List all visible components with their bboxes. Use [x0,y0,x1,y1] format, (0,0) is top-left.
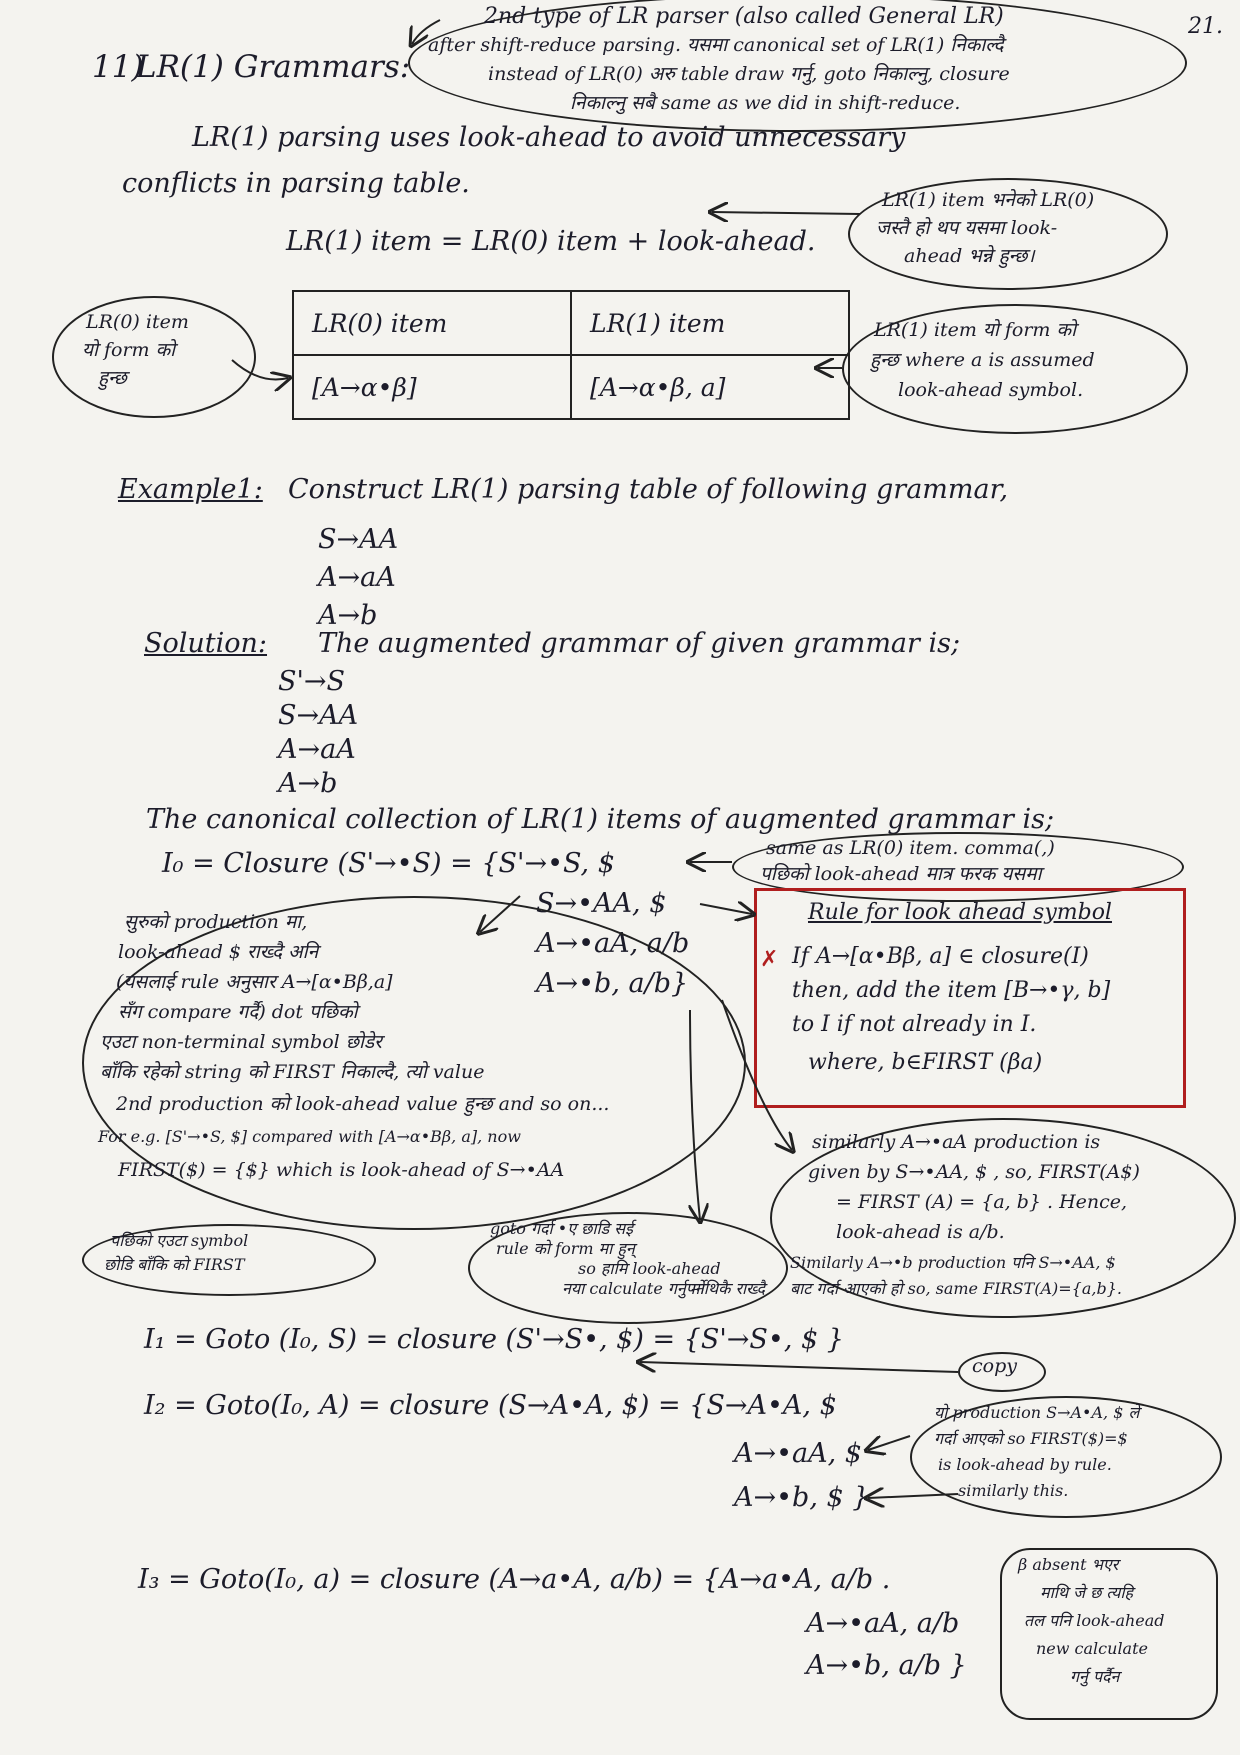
intro-line: conflicts in parsing table. [122,168,470,199]
explanation-line: सँग compare गर्दै) dot पछिको [118,1001,358,1023]
rule-line: then, add the item [B→•γ, b] [792,978,1111,1003]
augmented-rule: A→aA [278,734,356,765]
i2-note-line: गर्दा आएको so FIRST($)=$ [934,1429,1128,1448]
i3-item: A→•aA, a/b [806,1608,960,1639]
solution-text: The augmented grammar of given grammar is; [318,628,961,659]
rule-line: to I if not already in I. [792,1012,1037,1037]
explanation-line: एउटा non-terminal symbol छोडेर [100,1031,382,1053]
intro-line: LR(1) parsing uses look-ahead to avoid unnecessary [192,122,906,153]
explanation-line: look-ahead $ राख्दै अनि [118,941,319,963]
arrow-i0-to-rule-box [700,904,752,914]
arrow-note-to-definition [712,212,860,214]
lr1-form-note-line: हुन्छ where a is assumed [870,349,1095,371]
rule-line: If A→[α•Bβ, a] ∈ closure(I) [792,944,1089,969]
similarly-note-line: given by S→•AA, $ , so, FIRST(A$) [808,1161,1140,1183]
arrow-copy [640,1362,958,1372]
solution-label: Solution: [144,628,268,659]
i2-item: A→•aA, $ [734,1438,862,1469]
rule-check-mark: ✗ [760,947,779,972]
i2-note-line: similarly this. [958,1481,1069,1500]
section-number: 11) [92,49,144,85]
augmented-rule: S→AA [278,700,359,731]
i3-item: A→•b, a/b } [806,1650,967,1681]
augmented-rule: A→b [278,768,338,799]
rule-title: Rule for look ahead symbol [808,900,1112,925]
grammar-rule: S→AA [318,524,399,555]
section-title: LR(1) Grammars: [136,49,411,85]
lr1-note-line: जस्तै हो थप यसमा look- [876,217,1058,239]
i0-item: A→•b, a/b} [536,968,689,999]
beta-note-line: माथि जे छ त्यहि [1040,1583,1133,1602]
arrow-item-to-similarly [722,1000,792,1150]
beta-note-line: new calculate [1036,1639,1148,1658]
i2-note-line: यो production S→A•A, $ ले [934,1403,1140,1422]
first-note-line: छोडि बाँकि को FIRST [104,1255,245,1274]
grammar-rule: A→b [318,600,378,631]
heading-cloud-line: 2nd type of LR parser (also called General LR) [484,4,1004,29]
page-number: 21. [1188,14,1223,39]
lr0-note-line: LR(0) item [86,311,189,333]
explanation-line: सुरुको production मा, [124,911,308,933]
augmented-rule: S'→S [278,666,346,697]
heading-cloud-line: after shift-reduce parsing. यसमा canonical set of LR(1) निकाल्दै [428,34,1004,56]
beta-note-line: तल पनि look-ahead [1024,1611,1165,1630]
table-cell: [A→α•β, a] [571,355,849,419]
lr1-item-definition: LR(1) item = LR(0) item + look-ahead. [286,226,816,257]
similarly-note-line: look-ahead is a/b. [836,1221,1005,1243]
same-note-line: same as LR(0) item. comma(,) [766,837,1055,859]
i0-item: S→•AA, $ [536,888,667,919]
same-note-line: पछिको look-ahead मात्र फरक यसमा [760,863,1042,885]
arrow-i2-note [868,1436,910,1450]
similarly-note-line: बाट गर्दा आएको हो so, same FIRST(A)={a,b}. [790,1279,1122,1298]
arrow-i2-similarly [868,1494,958,1498]
goto-note-line: नया calculate गर्नुपर्ने [562,1279,704,1298]
goto-note-line: माथिकै राख्दै [690,1279,766,1298]
heading-cloud-line: निकाल्नु सबै same as we did in shift-reduce. [570,92,961,114]
table-cell: [A→α•β] [293,355,571,419]
table-header: LR(1) item [571,291,849,355]
i2-item: A→•b, $ } [734,1482,870,1513]
arrow-lr0-note-to-table [232,360,288,380]
canonical-collection-line: The canonical collection of LR(1) items of augmented grammar is; [146,804,1055,835]
heading-cloud-line: instead of LR(0) अरु table draw गर्नु, goto निकाल्नु, closure [488,63,1010,85]
similarly-note-line: similarly A→•aA production is [812,1131,1101,1153]
i2-note-line: is look-ahead by rule. [938,1455,1112,1474]
beta-note-line: β absent भएर [1018,1555,1119,1574]
lr1-note-line: ahead भन्ने हुन्छ। [904,245,1035,267]
explanation-line: (यसलाई rule अनुसार A→[α•Bβ,a] [116,971,393,993]
table-header: LR(0) item [293,291,571,355]
arrow-item-to-goto [690,1010,700,1220]
goto-note-line: goto गर्दा •ए छाडि सई [490,1219,633,1238]
i0-line: I₀ = Closure (S'→•S) = {S'→•S, $ [162,848,615,879]
arrow-i0-to-left-bubble [480,896,520,932]
lr0-note-line: यो form को [82,339,176,361]
lr0-note-line: हुन्छ [98,367,127,389]
arrow-cloud-to-title [412,20,440,44]
rule-line: where, b∈FIRST (βa) [808,1050,1043,1075]
i2-line: I₂ = Goto(I₀, A) = closure (S→A•A, $) = {S→A•A, $ [144,1390,837,1421]
goto-note-line: so हामि look-ahead [578,1259,721,1278]
i0-item: A→•aA, a/b [536,928,690,959]
similarly-note-line: Similarly A→•b production पनि S→•AA, $ [790,1253,1116,1272]
explanation-line: 2nd production को look-ahead value हुन्छ and so on... [116,1093,610,1115]
example-text: Construct LR(1) parsing table of following grammar, [288,474,1009,505]
explanation-line: बाँकि रहेको string को FIRST निकाल्दै, त्यो value [100,1061,485,1083]
lr1-form-note-line: look-ahead symbol. [898,379,1084,401]
grammar-rule: A→aA [318,562,396,593]
i3-line: I₃ = Goto(I₀, a) = closure (A→a•A, a/b) = {A→a•A, a/b . [138,1564,891,1595]
goto-note-line: rule को form मा हुन् [496,1239,635,1258]
copy-label: copy [972,1355,1017,1377]
explanation-line: FIRST($) = {$} which is look-ahead of S→•AA [118,1159,565,1181]
lr1-note-line: LR(1) item भनेको LR(0) [882,189,1095,211]
i1-line: I₁ = Goto (I₀, S) = closure (S'→S•, $) = {S'→S•, $ } [144,1324,844,1355]
beta-note-line: गर्नु पर्दैन [1070,1667,1120,1686]
first-note-line: पछिको एउटा symbol [110,1231,249,1250]
lr1-form-note-line: LR(1) item यो form को [874,319,1076,341]
similarly-note-line: = FIRST (A) = {a, b} . Hence, [836,1191,1128,1213]
example-label: Example1: [118,474,263,505]
explanation-line: For e.g. [S'→•S, $] compared with [A→α•Bβ, a], now [98,1127,521,1146]
